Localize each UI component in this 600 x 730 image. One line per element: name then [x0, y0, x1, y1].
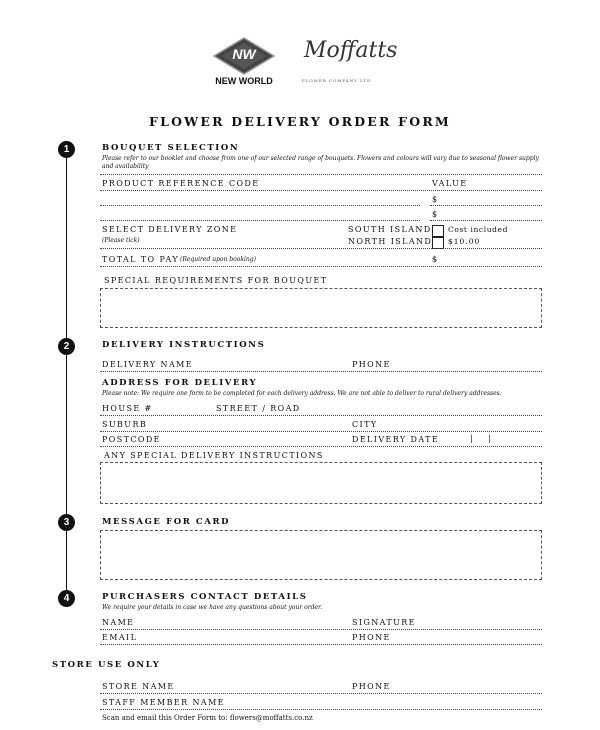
step-1-badge: 1: [58, 141, 75, 158]
bouquet-heading: BOUQUET SELECTION: [102, 143, 240, 153]
delivery-heading: DELIVERY INSTRUCTIONS: [102, 340, 266, 350]
house-street-field[interactable]: [100, 415, 542, 416]
special-requirements-label: SPECIAL REQUIREMENTS FOR BOUQUET: [104, 276, 328, 285]
message-heading: MESSAGE FOR CARD: [102, 517, 231, 527]
product-code-field-1[interactable]: [100, 205, 420, 206]
suburb-label: SUBURB: [102, 420, 148, 429]
message-box[interactable]: [100, 530, 542, 580]
email-label: EMAIL: [102, 633, 138, 642]
bouquet-note: Please refer to our booklet and choose from one of our selected range of bouquets. Flowers and colours will vary due to seasonal flower supply: [102, 155, 539, 162]
purchaser-heading: PURCHASERS CONTACT DETAILS: [102, 592, 308, 602]
delivery-phone-label: PHONE: [352, 360, 391, 369]
total-note: (Required upon booking): [180, 256, 256, 263]
cost-included-text: Cost included: [448, 225, 508, 234]
store-name-field[interactable]: [100, 693, 542, 694]
north-island-label: NORTH ISLAND: [348, 237, 433, 246]
street-label: STREET / ROAD: [216, 404, 301, 413]
special-instructions-label: ANY SPECIAL DELIVERY INSTRUCTIONS: [104, 451, 324, 460]
total-currency: $: [432, 255, 439, 264]
please-tick-note: (Please tick): [102, 237, 140, 244]
house-label: HOUSE #: [102, 404, 153, 413]
bouquet-note-2: and availability: [102, 163, 149, 170]
signature-label: SIGNATURE: [352, 618, 416, 627]
step-4-badge: 4: [58, 590, 75, 607]
footer-text: Scan and email this Order Form to:: [102, 714, 230, 722]
step-2-badge: 2: [58, 338, 75, 355]
new-world-mark: NW: [232, 46, 256, 62]
delivery-date-label: DELIVERY DATE: [352, 435, 440, 444]
new-world-text: NEW WORLD: [215, 76, 273, 86]
step-3-badge: 3: [58, 514, 75, 531]
south-island-label: SOUTH ISLAND: [348, 225, 432, 234]
email-phone-field[interactable]: [100, 644, 542, 645]
purchaser-name-label: NAME: [102, 618, 135, 627]
north-cost-text: $10.00: [448, 237, 481, 246]
timeline-line: [66, 148, 67, 600]
delivery-name-label: DELIVERY NAME: [102, 360, 193, 369]
purchaser-name-field[interactable]: [100, 629, 542, 630]
footer-line: [102, 714, 313, 722]
product-code-label: PRODUCT REFERENCE CODE: [102, 179, 260, 188]
product-row-line-1: [100, 190, 542, 191]
product-row-line-0: [100, 174, 542, 175]
south-island-checkbox[interactable]: [432, 225, 444, 237]
total-field[interactable]: [100, 266, 542, 267]
page-title: FLOWER DELIVERY ORDER FORM: [149, 114, 451, 129]
currency-2: $: [432, 210, 439, 219]
moffatts-sub: FLOWER COMPANY LTD: [302, 78, 372, 83]
city-label: CITY: [352, 420, 378, 429]
store-name-label: STORE NAME: [102, 682, 175, 691]
currency-1: $: [432, 195, 439, 204]
delivery-name-field[interactable]: [100, 371, 542, 372]
postcode-date-field[interactable]: [100, 446, 542, 447]
address-note: Please note: We require one form to be completed for each delivery address. We are not able to deliver to rural delivery addresses.: [102, 390, 502, 397]
value-label: VALUE: [432, 179, 468, 188]
special-instructions-box[interactable]: [100, 462, 542, 504]
product-code-field-2[interactable]: [100, 220, 420, 221]
zone-row-line: [100, 248, 542, 249]
delivery-date-separators: | |: [470, 434, 491, 443]
purchaser-phone-label: PHONE: [352, 633, 391, 642]
special-requirements-box[interactable]: [100, 288, 542, 328]
suburb-city-field[interactable]: [100, 431, 542, 432]
value-field-2[interactable]: [430, 220, 542, 221]
postcode-label: POSTCODE: [102, 435, 161, 444]
new-world-logo: [212, 36, 276, 88]
address-heading: ADDRESS FOR DELIVERY: [102, 378, 258, 388]
delivery-zone-label: SELECT DELIVERY ZONE: [102, 225, 238, 234]
value-field-1[interactable]: [430, 205, 542, 206]
purchaser-note: We require your details in case we have any questions about your order.: [102, 604, 323, 611]
store-heading: STORE USE ONLY: [52, 660, 161, 670]
total-label: TOTAL TO PAY: [102, 255, 180, 264]
staff-name-field[interactable]: [100, 709, 542, 710]
footer-email[interactable]: flowers@moffatts.co.nz: [229, 714, 313, 722]
moffatts-script: Moffatts: [304, 38, 398, 63]
moffatts-logo: [298, 38, 398, 88]
store-phone-label: PHONE: [352, 682, 391, 691]
staff-name-label: STAFF MEMBER NAME: [102, 698, 225, 707]
